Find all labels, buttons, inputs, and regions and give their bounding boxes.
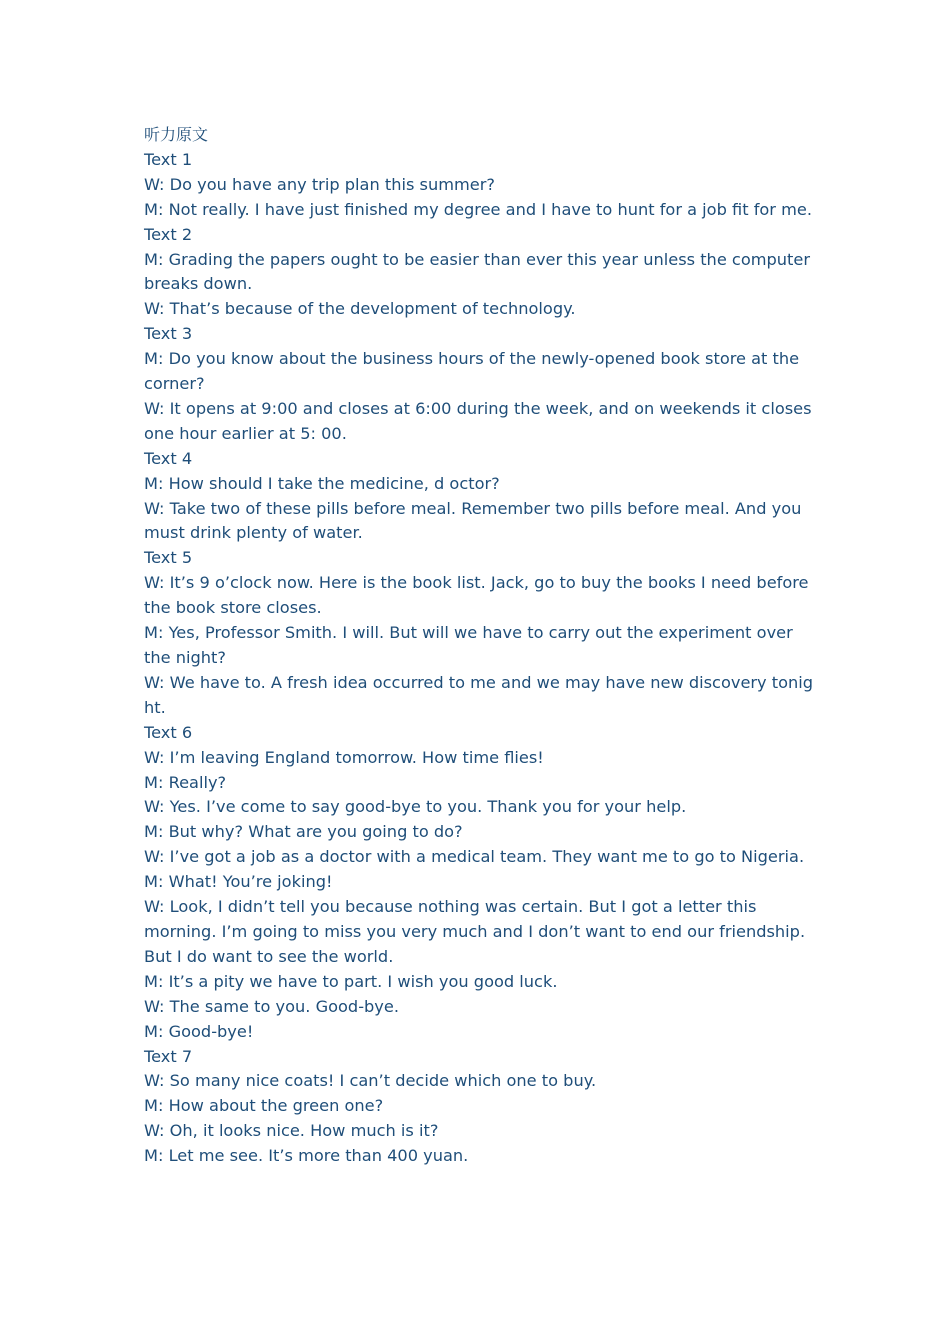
transcript-line: M: What! You’re joking! (144, 872, 333, 892)
transcript-line: W: I’m leaving England tomorrow. How time flies! (144, 747, 544, 767)
transcript-line: M: Let me see. It’s more than 400 yuan. (144, 1146, 469, 1166)
transcript-line: W: I’ve got a job as a doctor with a medical team. They want me to go to Nigeria. (144, 847, 805, 867)
transcript-line: M: Really? (144, 772, 227, 792)
transcript-line: W: Look, I didn’t tell you because nothing was certain. But I got a letter this morning. I’m going to miss you very much and I don’t want to end our friendship. But I do want to see the world. (144, 897, 806, 966)
transcript-line: M: But why? What are you going to do? (144, 822, 463, 842)
transcript-line: M: How about the green one? (144, 1096, 384, 1116)
transcript-line: W: So many nice coats! I can’t decide which one to buy. (144, 1071, 597, 1091)
transcript-line: M: Good-bye! (144, 1021, 254, 1041)
transcript-line: Text 3 (144, 324, 193, 344)
transcript-line: W: We have to. A fresh idea occurred to me and we may have new discovery tonig ht. (144, 672, 814, 717)
transcript-line: W: Take two of these pills before meal. Remember two pills before meal. And you must drink plenty of water. (144, 498, 802, 543)
transcript-line: M: How should I take the medicine, d octor? (144, 473, 500, 493)
transcript-line: Text 6 (144, 722, 193, 742)
transcript-line: W: It opens at 9:00 and closes at 6:00 during the week, and on weekends it closes one hour earlier at 5: 00. (144, 398, 812, 443)
transcript-line: M: Yes, Professor Smith. I will. But will we have to carry out the experiment over the night? (144, 623, 793, 668)
transcript-body (144, 148, 814, 1169)
transcript-line: Text 4 (144, 448, 193, 468)
transcript-line: Text 5 (144, 548, 193, 568)
transcript-line: W: Yes. I’ve come to say good-bye to you. Thank you for your help. (144, 797, 687, 817)
transcript-line: W: It’s 9 o’clock now. Here is the book list. Jack, go to buy the books I need before the book store closes. (144, 573, 809, 618)
transcript-page (144, 123, 814, 1169)
transcript-line: Text 7 (144, 1046, 193, 1066)
transcript-line: M: Do you know about the business hours of the newly-opened book store at the corner? (144, 349, 800, 394)
transcript-line: Text 2 (144, 224, 193, 244)
transcript-line: M: It’s a pity we have to part. I wish you good luck. (144, 971, 558, 991)
transcript-line: W: Do you have any trip plan this summer? (144, 174, 495, 194)
transcript-line: M: Grading the papers ought to be easier than ever this year unless the computer breaks down. (144, 249, 810, 294)
transcript-line: W: The same to you. Good-bye. (144, 996, 399, 1016)
transcript-line: W: That’s because of the development of technology. (144, 299, 576, 319)
transcript-line: W: Oh, it looks nice. How much is it? (144, 1121, 439, 1141)
transcript-line: M: Not really. I have just finished my degree and I have to hunt for a job fit for me. (144, 199, 812, 219)
page-title: 听力原文 (144, 125, 209, 144)
transcript-line: Text 1 (144, 149, 193, 169)
